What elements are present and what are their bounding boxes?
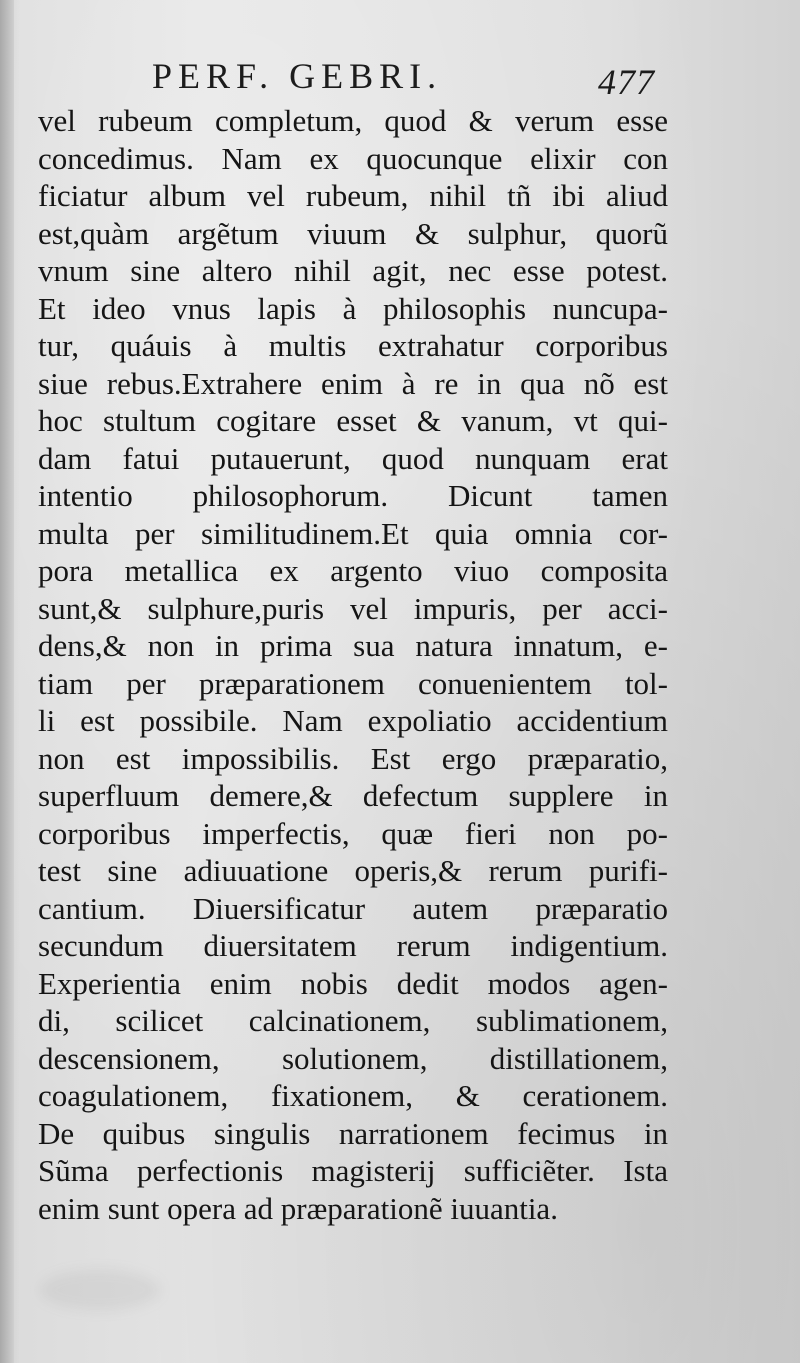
text-line: sunt,& sulphure,puris vel impuris, per acci- bbox=[38, 590, 668, 626]
text-line: cantium. Diuersificatur autem præparatio bbox=[38, 890, 668, 926]
text-line: hoc stultum cogitare esset & vanum, vt qui- bbox=[38, 403, 668, 438]
show-through-smudge bbox=[40, 1270, 160, 1310]
text-line: di, scilicet calcinationem, sublimationem, bbox=[38, 1003, 668, 1038]
text-line: vel rubeum completum, quod & verum esse bbox=[38, 103, 668, 138]
text-line: De quibus singulis narrationem fecimus in bbox=[38, 1115, 668, 1151]
text-line: descensionem, solutionem, distillationem, bbox=[38, 1040, 668, 1076]
text-line: est,quàm argẽtum viuum & sulphur, quorũ bbox=[38, 215, 668, 251]
text-line: Sũma perfectionis magisterij sufficiẽter. Ista bbox=[38, 1153, 668, 1188]
text-line: superfluum demere,& defectum supplere in bbox=[38, 778, 668, 813]
text-line: secundum diuersitatem rerum indigentium. bbox=[38, 928, 668, 963]
text-line: ficiatur album vel rubeum, nihil tñ ibi aliud bbox=[38, 178, 668, 213]
text-line: li est possibile. Nam expoliatio accidentium bbox=[38, 703, 668, 738]
text-line: concedimus. Nam ex quocunque elixir con bbox=[38, 140, 668, 176]
text-line: Experientia enim nobis dedit modos agen- bbox=[38, 965, 668, 1001]
body-text bbox=[38, 102, 668, 1227]
text-line-last: enim sunt opera ad præparationẽ iuuantia. bbox=[38, 1190, 558, 1226]
text-line: dam fatui putauerunt, quod nunquam erat bbox=[38, 440, 668, 476]
text-line: test sine adiuuatione operis,& rerum purifi- bbox=[38, 853, 668, 888]
page-header bbox=[40, 52, 680, 102]
page-number: 477 bbox=[598, 62, 655, 102]
text-line: intentio philosophorum. Dicunt tamen bbox=[38, 478, 668, 513]
text-line: corporibus imperfectis, quæ fieri non po- bbox=[38, 815, 668, 851]
text-line: tur, quáuis à multis extrahatur corporibus bbox=[38, 328, 668, 363]
text-line: pora metallica ex argento viuo composita bbox=[38, 553, 668, 588]
page-gutter-shadow bbox=[0, 0, 14, 1363]
running-head: PERF. GEBRI. bbox=[152, 56, 443, 96]
text-line: vnum sine altero nihil agit, nec esse potest. bbox=[38, 253, 668, 288]
text-line: dens,& non in prima sua natura innatum, e- bbox=[38, 628, 668, 663]
text-line: Et ideo vnus lapis à philosophis nuncupa- bbox=[38, 290, 668, 326]
text-line: siue rebus.Extrahere enim à re in qua nõ est bbox=[38, 365, 668, 401]
text-line: non est impossibilis. Est ergo præparatio, bbox=[38, 740, 668, 776]
text-line: tiam per præparationem conuenientem tol- bbox=[38, 665, 668, 701]
text-line: multa per similitudinem.Et quia omnia cor- bbox=[38, 515, 668, 551]
text-line: coagulationem, fixationem, & cerationem. bbox=[38, 1078, 668, 1113]
